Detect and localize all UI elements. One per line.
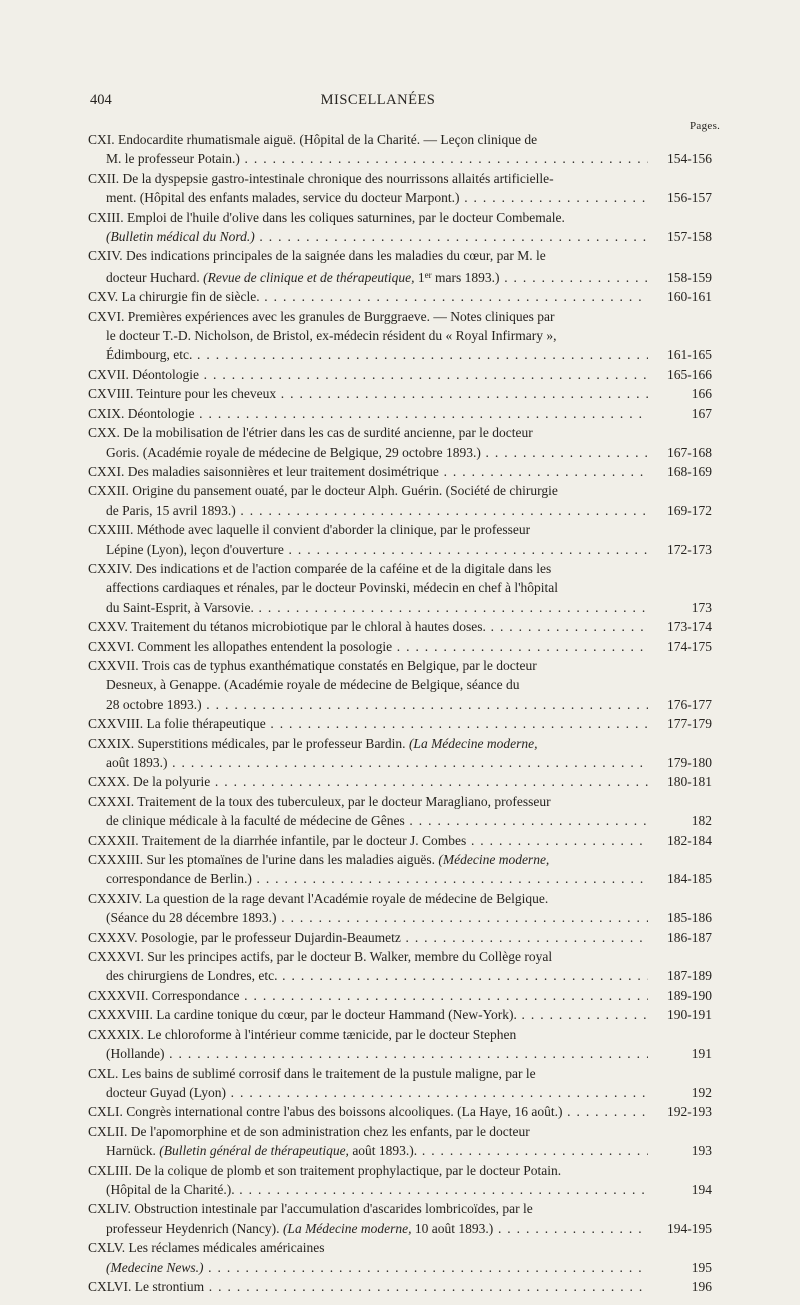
toc-entry <box>88 986 712 1005</box>
entry-text: le docteur T.-D. Nicholson, de Bristol, ex-médecin résident du « Royal Infirmary », <box>106 328 557 344</box>
entry-text: CXXXI. Traitement de la toux des tuberculeux, par le docteur Maragliano, professeur <box>88 793 551 809</box>
entry-text: affections cardiaques et rénales, par le docteur Povinski, médecin en chef à l'hôpital <box>106 580 559 596</box>
entry-pages: 156-157 <box>667 190 712 206</box>
entry-text: CXXIV. Des indications et de l'action comparée de la caféine et de la digitale dans les <box>88 560 552 576</box>
toc-entry <box>88 1102 712 1121</box>
entry-text: CXXX. De la polyurie . . . <box>88 772 648 791</box>
toc-entry <box>88 792 712 831</box>
page-header <box>90 92 666 114</box>
toc-entry <box>88 520 712 559</box>
entry-pages: 174-175 <box>667 638 712 654</box>
entry-text: CXXXVIII. La cardine tonique du cœur, par le docteur Hammand (New-York). . . . <box>88 1005 648 1024</box>
entry-text: de clinique médicale à la faculté de médecine de Gênes . . . <box>88 811 648 830</box>
entry-pages: 177-179 <box>667 716 712 732</box>
entry-text: CXXXII. Traitement de la diarrhée infantile, par le docteur J. Combes . . . <box>88 831 648 850</box>
entry-pages: 191 <box>691 1046 712 1062</box>
entry-pages: 173-174 <box>667 619 712 635</box>
entry-pages: 173 <box>691 599 712 615</box>
entry-text: CXXII. Origine du pansement ouaté, par le docteur Alph. Guérin. (Société de chirurgie <box>88 483 558 499</box>
entry-text: CXXXV. Posologie, par le professeur Dujardin-Beaumetz . . . <box>88 928 648 947</box>
entry-text: CXIII. Emploi de l'huile d'olive dans les coliques saturnines, par le docteur Combemale. <box>88 209 565 225</box>
toc-entry <box>88 637 712 656</box>
toc-entry <box>88 1122 712 1161</box>
entry-text: août 1893.) . . . <box>88 753 648 772</box>
entry-text: des chirurgiens de Londres, etc. . . . <box>88 966 648 985</box>
entry-pages: 193 <box>691 1143 712 1159</box>
entry-text: Desneux, à Genappe. (Académie royale de médecine de Belgique, séance du <box>106 677 520 693</box>
entry-pages: 184-185 <box>667 871 712 887</box>
entry-text: CXLII. De l'apomorphine et de son administration chez les enfants, par le docteur <box>88 1123 530 1139</box>
entry-text: (Hollande) . . . <box>88 1044 648 1063</box>
entry-text: (Medecine News.) . . . <box>88 1258 648 1277</box>
entry-text: de Paris, 15 avril 1893.) . . . <box>88 501 648 520</box>
entry-text: docteur Guyad (Lyon) . . . <box>88 1083 648 1102</box>
entry-text: CXXIII. Méthode avec laquelle il convient d'aborder la clinique, par le professeur <box>88 522 531 538</box>
toc-entry <box>88 617 712 636</box>
toc-entry <box>88 734 712 773</box>
toc-entry <box>88 656 712 714</box>
toc-entry <box>88 404 712 423</box>
toc-entry <box>88 246 712 287</box>
entry-pages: 154-156 <box>667 151 712 167</box>
entry-pages: 182 <box>691 813 712 829</box>
entry-text: correspondance de Berlin.) . . . <box>88 869 648 888</box>
entry-text: CXLIV. Obstruction intestinale par l'accumulation d'ascarides lombricoïdes, par le <box>88 1201 533 1217</box>
toc-entry <box>88 831 712 850</box>
entry-text: CXXXIX. Le chloroforme à l'intérieur comme tænicide, par le docteur Stephen <box>88 1026 517 1042</box>
entry-text: (Séance du 28 décembre 1893.) . . . <box>88 908 648 927</box>
running-title: MISCELLANÉES <box>320 92 436 108</box>
entry-pages: 195 <box>691 1259 712 1275</box>
table-of-contents <box>88 130 712 1296</box>
entry-pages: 196 <box>691 1278 712 1294</box>
entry-pages: 189-190 <box>667 987 712 1003</box>
toc-entry <box>88 307 712 365</box>
entry-pages: 172-173 <box>667 541 712 557</box>
entry-pages: 180-181 <box>667 774 712 790</box>
entry-pages: 169-172 <box>667 502 712 518</box>
entry-text: CXLV. Les réclames médicales américaines <box>88 1240 325 1256</box>
entry-pages: 185-186 <box>667 910 712 926</box>
toc-entry <box>88 169 712 208</box>
entry-text: docteur Huchard. (Revue de clinique et de thérapeutique, 1er mars 1893.) . . . <box>88 266 648 287</box>
entry-pages: 192-193 <box>667 1104 712 1120</box>
entry-pages: 160-161 <box>667 289 712 305</box>
entry-text: CXXXIV. La question de la rage devant l'Académie royale de médecine de Belgique. <box>88 890 549 906</box>
entry-text: Harnück. (Bulletin général de thérapeutique, août 1893.). . . . <box>88 1141 648 1160</box>
toc-entry <box>88 928 712 947</box>
entry-pages: 187-189 <box>667 968 712 984</box>
entry-pages: 168-169 <box>667 463 712 479</box>
toc-entry <box>88 130 712 169</box>
toc-entry <box>88 287 712 306</box>
toc-entry <box>88 1238 712 1277</box>
entry-text: CXXXIII. Sur les ptomaïnes de l'urine dans les maladies aiguës. (Médecine moderne, <box>88 852 550 868</box>
entry-pages: 165-166 <box>667 366 712 382</box>
entry-pages: 161-165 <box>667 347 712 363</box>
entry-pages: 186-187 <box>667 929 712 945</box>
toc-entry <box>88 423 712 462</box>
entry-text: CXXVI. Comment les allopathes entendent la posologie . . . <box>88 637 648 656</box>
entry-text: Goris. (Académie royale de médecine de Belgique, 29 octobre 1893.) . . . <box>88 443 648 462</box>
entry-text: Lépine (Lyon), leçon d'ouverture . . . <box>88 540 648 559</box>
toc-entry <box>88 889 712 928</box>
entry-text: CXVII. Déontologie . . . <box>88 365 648 384</box>
entry-text: CXXXVI. Sur les principes actifs, par le docteur B. Walker, membre du Collège royal <box>88 949 553 965</box>
entry-text: CXXI. Des maladies saisonnières et leur traitement dosimétrique . . . <box>88 462 648 481</box>
entry-pages: 179-180 <box>667 755 712 770</box>
entry-text: CXXIX. Superstitions médicales, par le professeur Bardin. (La Médecine moderne, <box>88 735 538 751</box>
entry-text: CXLVI. Le strontium . . . <box>88 1277 648 1296</box>
entry-pages: 194-195 <box>667 1220 712 1236</box>
entry-text: CXLI. Congrès international contre l'abus des boissons alcooliques. (La Haye, 16 août.) . . . <box>88 1102 648 1121</box>
entry-text: Édimbourg, etc. . . . <box>88 345 648 364</box>
entry-text: 28 octobre 1893.) . . . <box>88 695 648 714</box>
toc-entry <box>88 208 712 247</box>
entry-pages: 157-158 <box>667 229 712 245</box>
entry-text: CXLIII. De la colique de plomb et son traitement prophylactique, par le docteur Potain. <box>88 1162 562 1178</box>
entry-pages: 167 <box>691 405 712 421</box>
toc-entry <box>88 1005 712 1024</box>
entry-pages: 166 <box>691 386 712 402</box>
toc-entry <box>88 1277 712 1296</box>
toc-entry <box>88 1161 712 1200</box>
entry-text: CXIX. Déontologie . . . <box>88 404 648 423</box>
entry-pages: 158-159 <box>667 269 712 285</box>
entry-pages: 194 <box>691 1181 712 1197</box>
toc-entry <box>88 481 712 520</box>
entry-text: M. le professeur Potain.) . . . <box>88 149 648 168</box>
toc-entry <box>88 559 712 617</box>
entry-text: du Saint-Esprit, à Varsovie. . . . <box>88 598 648 617</box>
entry-text: CXI. Endocardite rhumatismale aiguë. (Hôpital de la Charité. — Leçon clinique de <box>88 132 538 147</box>
toc-entry <box>88 947 712 986</box>
toc-entry <box>88 462 712 481</box>
entry-text: (Bulletin médical du Nord.) . . . <box>88 227 648 246</box>
toc-entry <box>88 1199 712 1238</box>
entry-text: CXXVII. Trois cas de typhus exanthématique constatés en Belgique, par le docteur <box>88 657 537 673</box>
entry-pages: 190-191 <box>667 1007 712 1023</box>
entry-text: CXVIII. Teinture pour les cheveux . . . <box>88 384 648 403</box>
entry-pages: 192 <box>691 1084 712 1100</box>
entry-pages: 176-177 <box>667 696 712 712</box>
toc-entry <box>88 850 712 889</box>
toc-entry <box>88 772 712 791</box>
entry-text: (Hôpital de la Charité.). . . . <box>88 1180 648 1199</box>
entry-text: ment. (Hôpital des enfants malades, service du docteur Marpont.) . . . <box>88 188 648 207</box>
pages-column-label: Pages. <box>690 120 721 132</box>
entry-text: professeur Heydenrich (Nancy). (La Médecine moderne, 10 août 1893.) . . . <box>88 1219 648 1238</box>
toc-entry <box>88 384 712 403</box>
toc-entry <box>88 714 712 733</box>
entry-pages: 167-168 <box>667 444 712 460</box>
entry-text: CXX. De la mobilisation de l'étrier dans les cas de surdité ancienne, par le docteur <box>88 425 533 441</box>
page-number: 404 <box>90 92 112 108</box>
entry-text: CXXVIII. La folie thérapeutique . . . <box>88 714 648 733</box>
entry-text: CXXXVII. Correspondance . . . <box>88 986 648 1005</box>
toc-entry <box>88 1064 712 1103</box>
entry-text: CXII. De la dyspepsie gastro-intestinale chronique des nourrissons allaités artificielle- <box>88 170 554 186</box>
entry-text: CXL. Les bains de sublimé corrosif dans le traitement de la pustule maligne, par le <box>88 1065 536 1081</box>
entry-text: CXVI. Premières expériences avec les granules de Burggraeve. — Notes cliniques par <box>88 308 555 324</box>
entry-text: CXIV. Des indications principales de la saignée dans les maladies du cœur, par M. le <box>88 248 546 264</box>
toc-entry <box>88 1025 712 1064</box>
entry-pages: 182-184 <box>667 832 712 848</box>
entry-text: CXXV. Traitement du tétanos microbiotique par le chloral à hautes doses. . . . <box>88 617 648 636</box>
toc-entry <box>88 365 712 384</box>
entry-text: CXV. La chirurgie fin de siècle. . . . <box>88 287 648 306</box>
